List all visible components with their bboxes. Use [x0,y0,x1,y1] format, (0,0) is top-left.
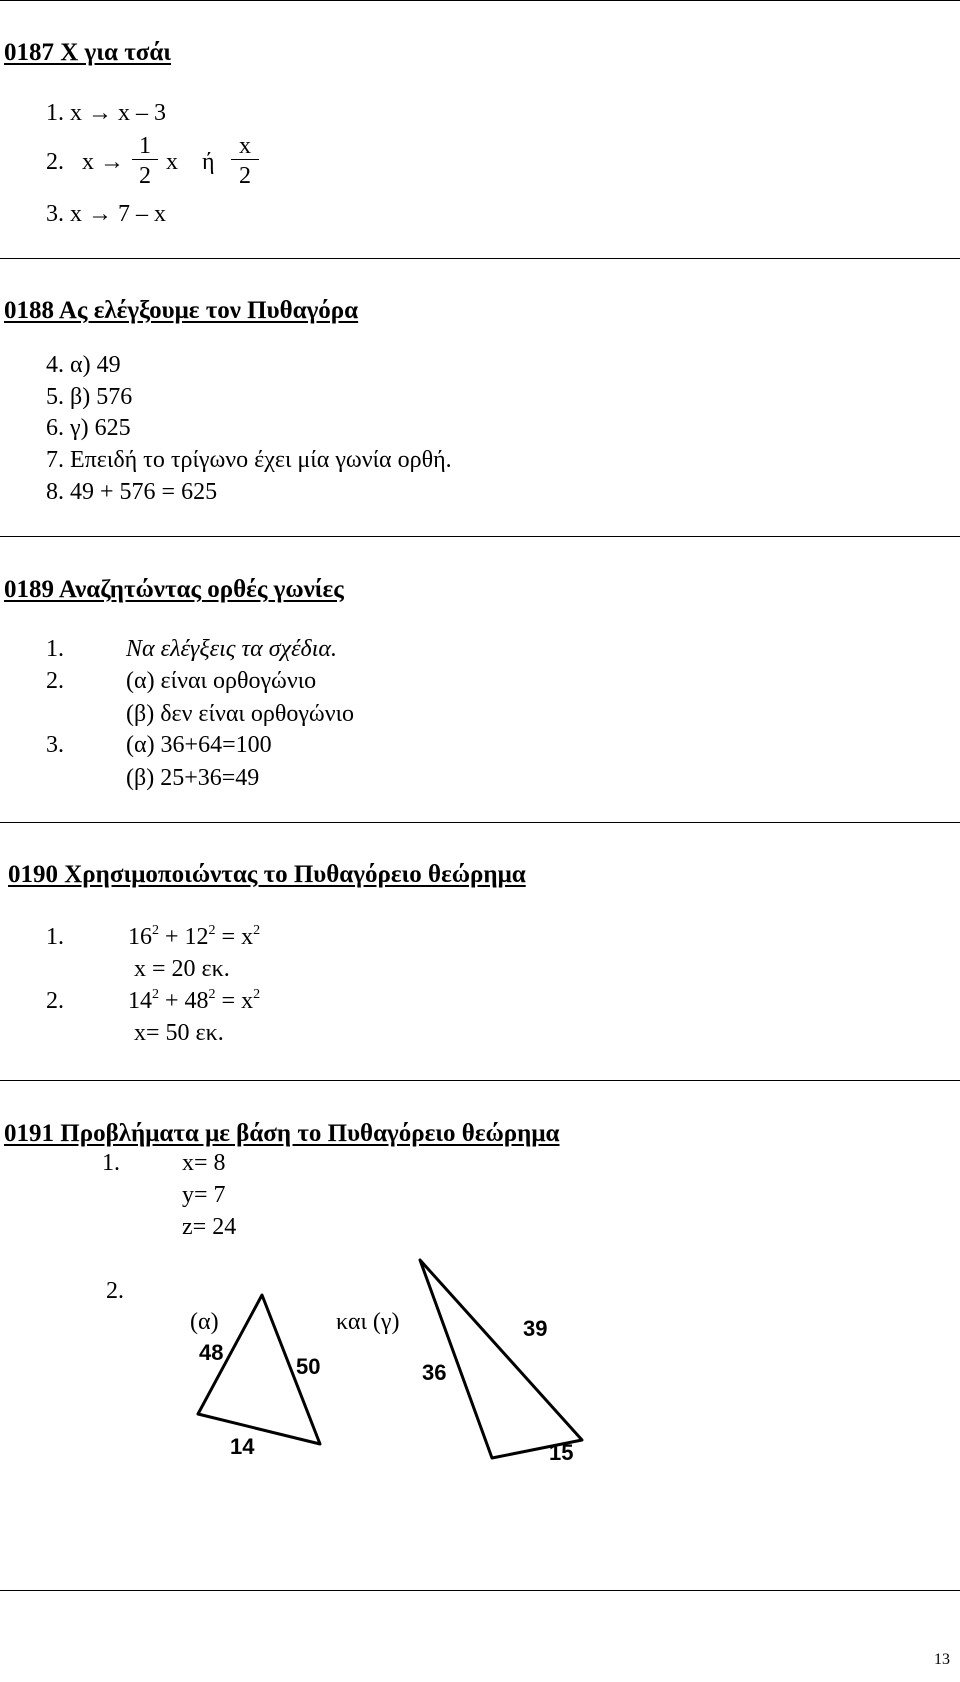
list-number: 1. [46,636,64,662]
page-number: 13 [934,1651,950,1668]
term: + 12 [159,924,209,950]
exponent: 2 [208,923,216,938]
heading-0188: 0188 Ας ελέγξουμε τον Πυθαγόρα [4,297,359,324]
list-item-text: (β) δεν είναι ορθογώνιο [126,701,355,727]
exponent: 2 [253,987,261,1002]
triangle-g-shape [420,1260,582,1458]
fraction-numerator: 1 [139,133,151,159]
fraction-numerator: x [239,133,251,159]
side-length-label: 15 [549,1440,574,1465]
exponent: 2 [253,923,261,938]
side-length-label: 48 [199,1340,224,1365]
exponent: 2 [208,987,216,1002]
expression-lhs: x → [82,149,124,175]
answer-y: y= 7 [182,1182,226,1208]
side-length-label: 14 [230,1434,255,1459]
exponent: 2 [152,923,159,938]
heading-0190: 0190 Χρησιμοποιώντας το Πυθαγόρειο θεώρημα [8,861,526,888]
heading-0189: 0189 Αναζητώντας ορθές γωνίες [4,576,344,603]
list-item: 7. Επειδή το τρίγωνο έχει μία γωνία ορθή. [46,447,452,473]
list-item-text: (α) 36+64=100 [126,732,272,758]
list-item-text: (β) 25+36=49 [126,765,260,791]
figure-label-a: (α) [190,1309,219,1335]
term: 14 [128,988,152,1014]
term: 16 [128,924,152,950]
fraction-denominator: 2 [239,163,251,189]
heading-0187: 0187 Χ για τσάι [4,39,172,66]
list-item-text: (α) είναι ορθογώνιο [126,668,317,694]
figure-label-g: και (γ) [336,1309,400,1335]
side-length-label: 39 [523,1316,548,1341]
term: = x [215,988,254,1014]
variable: x [166,149,178,175]
heading-0191: 0191 Προβλήματα με βάση το Πυθαγόρειο θεώρημα [4,1120,560,1147]
list-item: 4. α) 49 [46,352,121,378]
list-item: 6. γ) 625 [46,415,131,441]
divider [0,1590,960,1591]
list-number: 2. [46,149,64,175]
term: = x [215,924,254,950]
list-item: 8. 49 + 576 = 625 [46,479,218,505]
side-length-label: 36 [422,1360,447,1385]
answer-z: z= 24 [182,1214,237,1240]
list-number: 2. [106,1278,124,1304]
answer-x: x= 8 [182,1150,226,1176]
list-number: 2. [46,988,64,1014]
list-number: 1. [46,924,64,950]
list-item-text: Να ελέγξεις τα σχέδια. [126,636,337,662]
exponent: 2 [152,987,159,1002]
list-number: 3. [46,732,64,758]
side-length-label: 50 [296,1354,321,1379]
solution: x = 20 εκ. [134,956,230,982]
list-number: 2. [46,668,64,694]
list-number: 1. [102,1150,120,1176]
solution: x= 50 εκ. [134,1020,224,1046]
list-item: 1. x → x – 3 [46,100,166,126]
list-item: 5. β) 576 [46,384,133,410]
term: + 48 [159,988,209,1014]
or-word: ή [202,149,215,175]
fraction-denominator: 2 [139,163,151,189]
list-item: 3. x → 7 – x [46,201,166,227]
